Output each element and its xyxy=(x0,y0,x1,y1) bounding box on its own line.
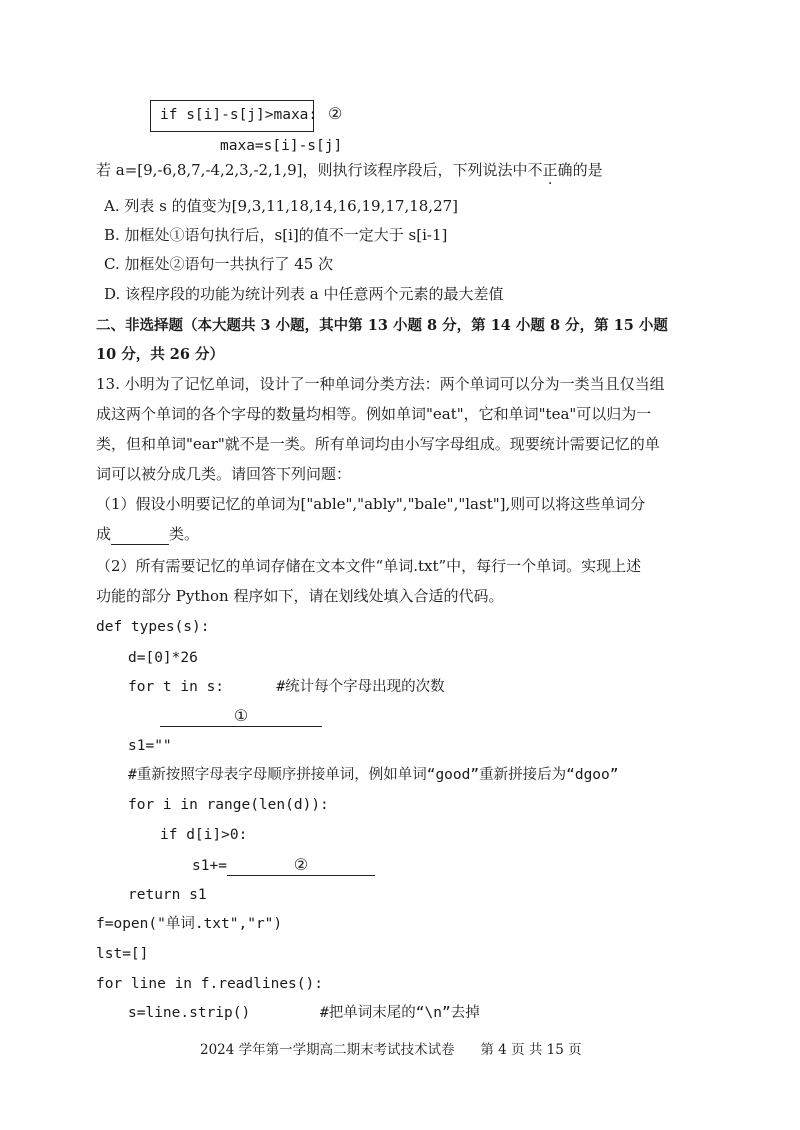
answer-blank-1[interactable] xyxy=(111,524,169,545)
q12-option-d: D. 该程序段的功能为统计列表 a 中任意两个元素的最大差值 xyxy=(104,285,504,303)
q13-sub1-line-2 xyxy=(96,524,199,545)
code-line-1: def types(s): xyxy=(96,619,210,635)
code-line-9 xyxy=(192,855,375,876)
q13-sub2-line-2: 功能的部分 Python 程序如下，请在划线处填入合适的代码。 xyxy=(96,587,504,605)
code-line-4 xyxy=(160,706,322,727)
page-footer: 2024 学年第一学期高二期末考试技术试卷 第 4 页 共 15 页 xyxy=(200,1042,582,1058)
code-line-6: #重新按照字母表字母顺序拼接单词，例如单词“good”重新拼接后为“dgoo” xyxy=(128,767,619,783)
q12-option-c: C. 加框处②语句一共执行了 45 次 xyxy=(104,255,334,273)
q12-stem-text: 若 a=[9,-6,8,7,-4,2,3,-2,1,9]，则执行该程序段后，下列说法中 xyxy=(96,161,528,179)
section-2-title-line-2: 10 分，共 26 分） xyxy=(96,346,225,363)
section-2-title-line-1: 二、非选择题（本大题共 3 小题，其中第 13 小题 8 分，第 14 小题 8 分，第 15 小题 xyxy=(96,317,668,334)
code-line-9-text: s1+= xyxy=(192,858,227,874)
q13-sub2-line-1: （2）所有需要记忆的单词存储在文本文件“单词.txt”中，每行一个单词。实现上述 xyxy=(96,557,642,575)
q13-sub1-prefix: 成 xyxy=(96,525,112,543)
code-blank-1[interactable]: ① xyxy=(160,706,322,727)
q12-stem xyxy=(96,160,603,180)
q13-para-line-2: 成这两个单词的各个字母的数量均相等。例如单词"eat"，它和单词"tea"可以归为一 xyxy=(96,405,652,423)
q12-stem-emphasis: 不正确 xyxy=(527,161,573,179)
snippet-mark-2: ② xyxy=(328,104,343,123)
q13-para-line-3: 类，但和单词"ear"就不是一类。所有单词均由小写字母组成。现要统计需要记忆的单 xyxy=(96,435,660,453)
code-line-7: for i in range(len(d)): xyxy=(128,797,329,813)
code-line-3: for t in s: #统计每个字母出现的次数 xyxy=(128,679,445,695)
code-line-13: for line in f.readlines(): xyxy=(96,976,323,992)
code-line-8: if d[i]>0: xyxy=(160,827,248,843)
q13-sub1-suffix: 类。 xyxy=(169,525,200,543)
q12-stem-end: 的是 xyxy=(572,161,603,179)
code-line-12: lst=[] xyxy=(96,946,149,962)
q12-option-a: A. 列表 s 的值变为[9,3,11,18,14,16,19,17,18,27] xyxy=(104,197,459,215)
snippet-line-1: if s[i]-s[j]>maxa: xyxy=(160,107,318,123)
snippet-line-2: maxa=s[i]-s[j] xyxy=(220,138,343,154)
code-line-11: f=open("单词.txt","r") xyxy=(96,916,283,932)
code-line-2: d=[0]*26 xyxy=(128,650,198,666)
code-line-10: return s1 xyxy=(128,887,207,903)
code-blank-2[interactable]: ② xyxy=(227,855,375,876)
q13-para-line-4: 词可以被分成几类。请回答下列问题： xyxy=(96,465,352,483)
code-line-5: s1="" xyxy=(128,738,172,754)
code-line-14: s=line.strip() #把单词末尾的“\n”去掉 xyxy=(128,1005,480,1021)
q13-para-line-1: 13. 小明为了记忆单词，设计了一种单词分类方法：两个单词可以分为一类当且仅当组 xyxy=(96,375,665,393)
q13-sub1-line-1: （1）假设小明要记忆的单词为["able","ably","bale","last"],则可以将这些单词分 xyxy=(96,495,646,513)
q12-option-b: B. 加框处①语句执行后，s[i]的值不一定大于 s[i-1] xyxy=(104,226,448,244)
